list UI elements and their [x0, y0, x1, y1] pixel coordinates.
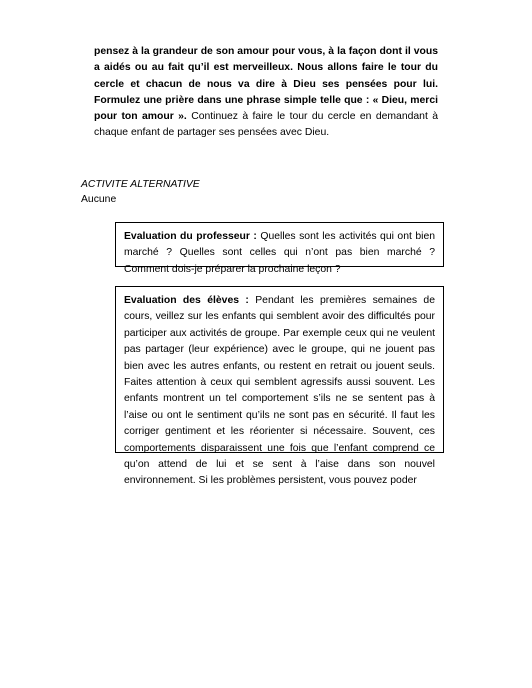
- teacher-evaluation-box: [115, 222, 444, 275]
- intro-paragraph: [94, 44, 438, 142]
- student-evaluation-label: Evaluation des élèves :: [124, 295, 249, 306]
- student-evaluation-text: [116, 287, 443, 490]
- student-evaluation-box: [115, 286, 444, 487]
- teacher-evaluation-body: Quelles sont les activités qui ont bien marché ? Quelles sont celles qui n’ont pas bien marché ? Comment dois-je préparer la prochaine leçon ?: [124, 231, 435, 275]
- alternative-activity-heading: ACTIVITE ALTERNATIVE: [81, 179, 200, 190]
- teacher-evaluation-label: Evaluation du professeur :: [124, 231, 257, 242]
- intro-bold-text: pensez à la grandeur de son amour pour vous, à la façon dont il vous a aidés ou au fait qu’il est merveilleux. Nous allons faire le tour du cercle et chacun de nous va dire à Dieu ses pensées pour lui. Formulez une prière dans une phrase simple telle que : « Dieu, merci pour ton amour ».: [94, 46, 438, 123]
- student-evaluation-body: Pendant les premières semaines de cours, veillez sur les enfants qui semblent avoir des difficultés pour participer aux activités de groupe. Par exemple ceux qui ne veulent pas partager (leur expérience) avec le groupe, qui ne jouent pas bien avec les autres enfants, ou restent en retrait ou jouent seuls. Faites attention à ceux qui semblent agressifs aussi souvent. Les enfants montrent un tel comportement s’ils ne se sentent pas à l’aise ou ont le sentiment qu’ils ne sont pas en sécurité. Il faut les corriger gentiment et les réorienter si nécessaire. Souvent, ces comportements disparaissent une fois que l’enfant comprend ce qu’on attend de lui et se sent à l’aise dans son nouvel environnement. Si les problèmes persistent, vous pouvez poder: [124, 295, 435, 487]
- intro-normal-text: Continuez à faire le tour du cercle en demandant à chaque enfant de partager ses pensées avec Dieu.: [94, 111, 438, 139]
- alternative-activity-value: Aucune: [81, 194, 117, 205]
- teacher-evaluation-text: [116, 223, 443, 278]
